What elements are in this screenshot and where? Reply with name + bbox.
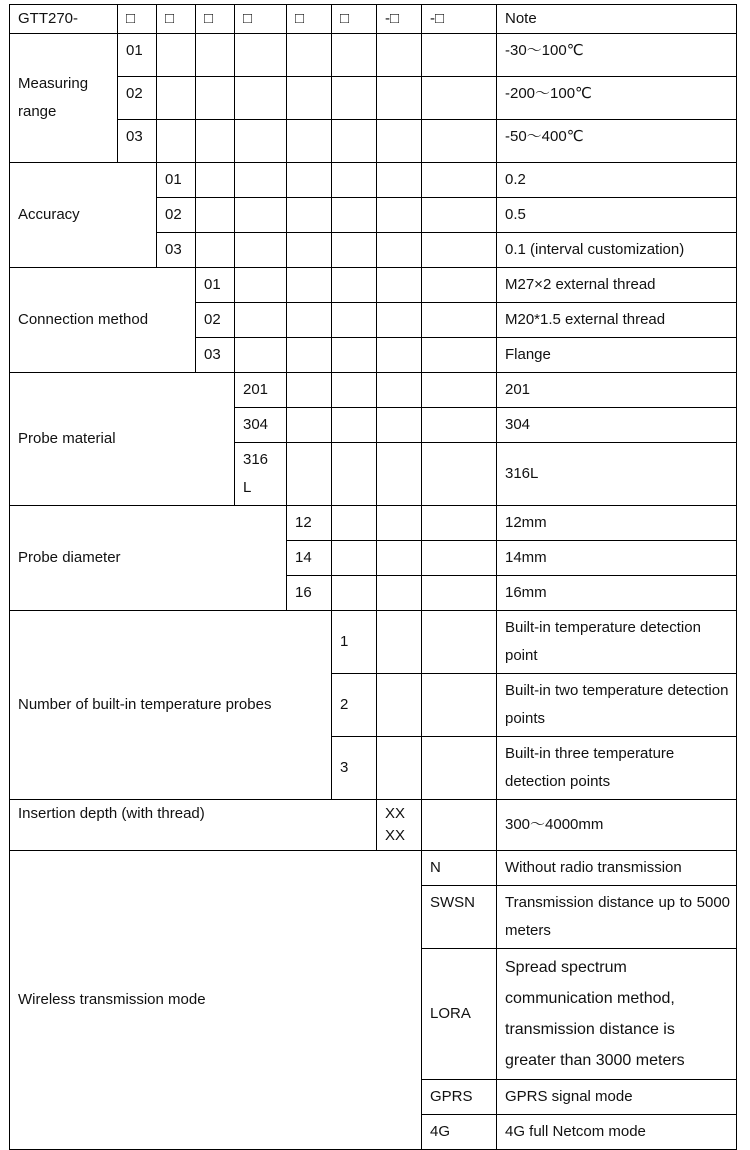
header-model: GTT270- xyxy=(10,5,118,34)
header-box-2: □ xyxy=(157,5,196,34)
measuring-range-note: -30～100℃ xyxy=(497,34,737,77)
probe-material-note: 201 xyxy=(497,373,737,408)
wireless-code: GPRS xyxy=(422,1080,497,1115)
probe-diameter-note: 14mm xyxy=(497,541,737,576)
accuracy-label: Accuracy xyxy=(10,163,157,268)
connection-note: M27×2 external thread xyxy=(497,268,737,303)
probe-material-note: 304 xyxy=(497,408,737,443)
probe-material-code: 304 xyxy=(235,408,287,443)
connection-note: Flange xyxy=(497,338,737,373)
header-box-5: □ xyxy=(287,5,332,34)
probes-note: Built-in three temperature detection points xyxy=(497,737,737,800)
connection-label: Connection method xyxy=(10,268,196,373)
measuring-range-note: -50～400℃ xyxy=(497,120,737,163)
model-selection-table xyxy=(9,4,737,1150)
connection-code: 02 xyxy=(196,303,235,338)
accuracy-code: 03 xyxy=(157,233,196,268)
wireless-code: 4G xyxy=(422,1115,497,1150)
accuracy-note: 0.2 xyxy=(497,163,737,198)
insertion-label: Insertion depth (with thread) xyxy=(10,800,377,851)
connection-code: 01 xyxy=(196,268,235,303)
wireless-note: 4G full Netcom mode xyxy=(497,1115,737,1150)
accuracy-code: 02 xyxy=(157,198,196,233)
table-row xyxy=(10,34,737,77)
probe-diameter-code: 14 xyxy=(287,541,332,576)
probe-diameter-code: 16 xyxy=(287,576,332,611)
header-box-1: □ xyxy=(118,5,157,34)
insertion-note: 300～4000mm xyxy=(497,800,737,851)
probes-note: Built-in two temperature detection points xyxy=(497,674,737,737)
wireless-note: GPRS signal mode xyxy=(497,1080,737,1115)
table-row xyxy=(10,611,737,674)
probe-material-note: 316L xyxy=(497,443,737,506)
accuracy-note: 0.1 (interval customization) xyxy=(497,233,737,268)
wireless-note: Transmission distance up to 5000 meters xyxy=(497,886,737,949)
wireless-note: Spread spectrum communication method, transmission distance is greater than 3000 meters xyxy=(497,949,737,1080)
probe-material-label: Probe material xyxy=(10,373,235,506)
table-row xyxy=(10,373,737,408)
probe-diameter-note: 16mm xyxy=(497,576,737,611)
accuracy-note: 0.5 xyxy=(497,198,737,233)
table-row xyxy=(10,506,737,541)
table-row xyxy=(10,77,737,120)
wireless-code: LORA xyxy=(422,949,497,1080)
header-row xyxy=(10,5,737,34)
header-box-6: □ xyxy=(332,5,377,34)
connection-code: 03 xyxy=(196,338,235,373)
header-box-3: □ xyxy=(196,5,235,34)
header-box-4: □ xyxy=(235,5,287,34)
probes-label: Number of built-in temperature probes xyxy=(10,611,332,800)
measuring-range-code: 01 xyxy=(118,34,157,77)
probe-material-code: 316L xyxy=(235,443,287,506)
header-box-8: -□ xyxy=(422,5,497,34)
probes-note: Built-in temperature detection point xyxy=(497,611,737,674)
table-row xyxy=(10,120,737,163)
measuring-range-label: Measuring range xyxy=(10,34,118,163)
header-box-7: -□ xyxy=(377,5,422,34)
probe-diameter-note: 12mm xyxy=(497,506,737,541)
wireless-label: Wireless transmission mode xyxy=(10,851,422,1150)
probes-code: 1 xyxy=(332,611,377,674)
table-row xyxy=(10,268,737,303)
measuring-range-code: 02 xyxy=(118,77,157,120)
header-note: Note xyxy=(497,5,737,34)
accuracy-code: 01 xyxy=(157,163,196,198)
insertion-code: XXXX xyxy=(377,800,422,851)
probes-code: 2 xyxy=(332,674,377,737)
probe-material-code: 201 xyxy=(235,373,287,408)
probe-diameter-code: 12 xyxy=(287,506,332,541)
measuring-range-note: -200～100℃ xyxy=(497,77,737,120)
probe-diameter-label: Probe diameter xyxy=(10,506,287,611)
wireless-code: N xyxy=(422,851,497,886)
table-row xyxy=(10,800,737,851)
table-row xyxy=(10,163,737,198)
table-row xyxy=(10,851,737,886)
probes-code: 3 xyxy=(332,737,377,800)
wireless-code: SWSN xyxy=(422,886,497,949)
measuring-range-code: 03 xyxy=(118,120,157,163)
wireless-note: Without radio transmission xyxy=(497,851,737,886)
connection-note: M20*1.5 external thread xyxy=(497,303,737,338)
